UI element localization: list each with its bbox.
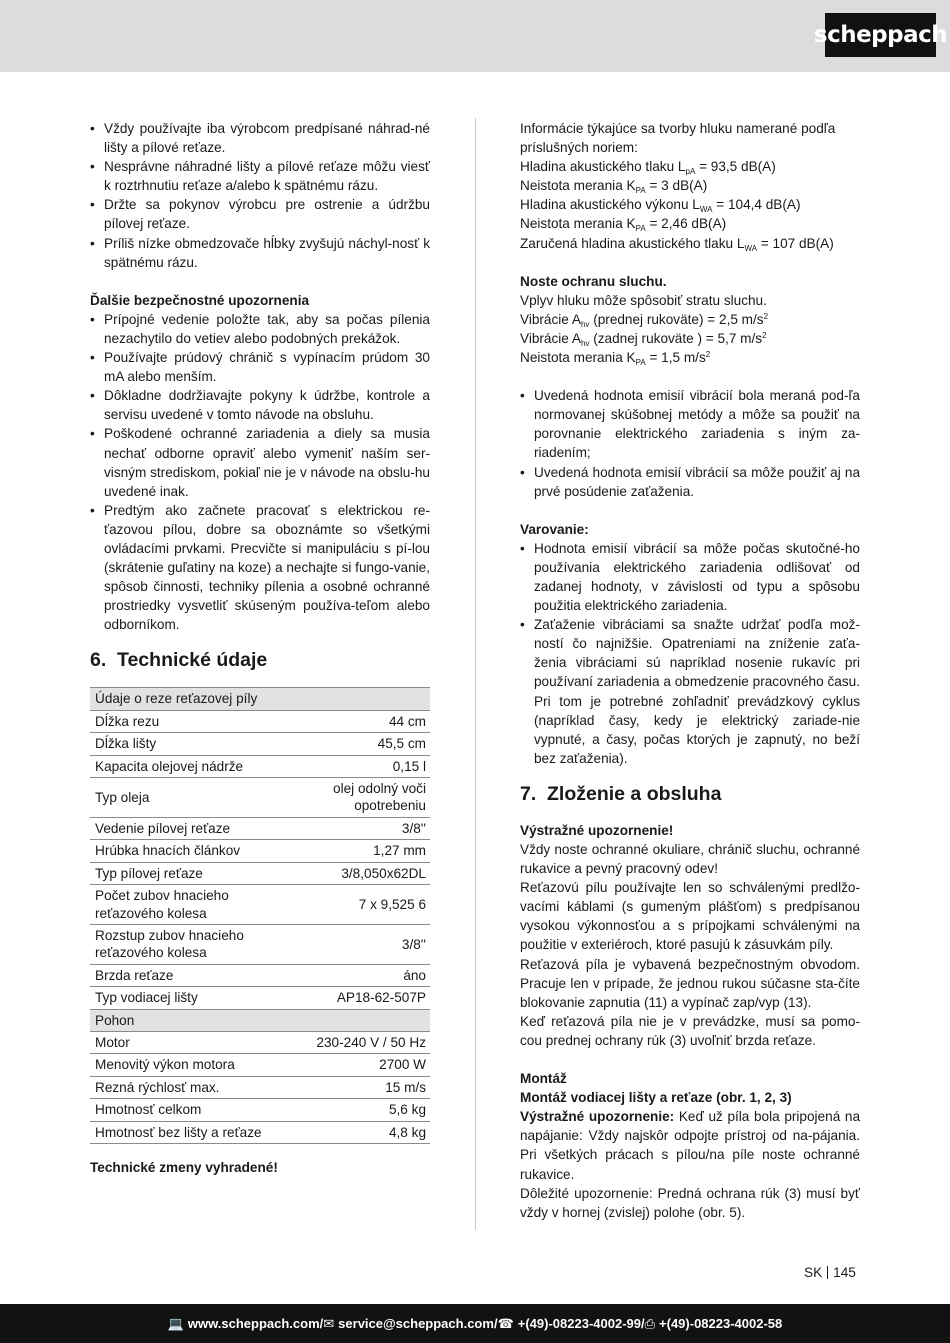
page-number: SK 145 <box>804 1265 856 1280</box>
fax-number: +(49)-08223-4002-58 <box>659 1316 783 1331</box>
list-item: • Prípojné vedenie položte tak, aby sa počas pílenia nezachytilo do vetiev alebo podobných prekážok. <box>90 310 430 348</box>
list-item: • Nesprávne náhradné lišty a pílové reťaze môžu viesť k roztrhnutiu reťaze a/alebo k spätnému rázu. <box>90 157 430 195</box>
left-column <box>90 119 430 1177</box>
phone-icon: ☎ <box>497 1315 514 1331</box>
list-item: • Uvedená hodnota emisií vibrácií bola meraná pod-ľa normovanej skúšobnej metódy a môže sa použiť na porovnanie elektrického zariadenia s iným za-riadením; <box>520 386 860 462</box>
warning-title: Výstražné upozornenie! <box>520 822 674 838</box>
list-item: • Predtým ako začnete pracovať s elektrickou re-ťazovou pílou, dobre sa oboznámte so všetkými ovládacími prvkami. Precvičte si manipuláciu s pí-lou (skrátenie guľatiny na koze) a nechajte si fungo-vanie, spôsob činnosti, techniky pílenia a osobné ochranné prostriedky vysvetliť skúseným používa-teľom alebo odborníkom. <box>90 501 430 635</box>
column-divider <box>475 118 476 1230</box>
table-section-row: Údaje o reze reťazovej píly <box>90 688 430 710</box>
list-item: • Držte sa pokynov výrobcu pre ostrenie a údržbu pílovej reťaze. <box>90 195 430 233</box>
noise-value: Hladina akustického tlaku $L_{pA} = 93,5$ dB(A) <box>520 159 776 177</box>
table-row: Brzda reťaze áno <box>90 964 430 986</box>
table-row: Rozstup zubov hnacieho reťazového kolesa 3/8'' <box>90 924 430 964</box>
brand-logo: scheppach <box>825 13 936 57</box>
paragraph: Keď reťazová píla nie je v prevádzke, musí sa pomo-cou prednej ochrany rúk (3) uvoľniť brzda reťaze. <box>520 1013 860 1048</box>
table-row: Typ oleja olej odolný voči opotrebeniu <box>90 778 430 818</box>
table-row: Vedenie pílovej reťaze 3/8'' <box>90 817 430 839</box>
table-row: Typ pílovej reťaze 3/8,050x62DL <box>90 862 430 884</box>
noise-value: Neistota merania $K_{PA} = 2,46$ dB(A) <box>520 216 727 234</box>
list-item: • Príliš nízke obmedzovače hĺbky zvyšujú náchyl-nosť k spätnému rázu. <box>90 234 430 272</box>
paragraph: Výstražné upozornenie: Keď už píla bola pripojená na napájanie: Vždy najskôr odpojte prístroj od na-pájania. Pri všetkých prácach s pílou/na píle noste ochranné rukavice. <box>520 1109 861 1182</box>
tech-changes-note: Technické zmeny vyhradené! <box>90 1159 278 1175</box>
table-row: Rezná rýchlosť max. 15 m/s <box>90 1076 430 1098</box>
table-row: Dĺžka lišty 45,5 cm <box>90 733 430 755</box>
list-item: • Vždy používajte iba výrobcom predpísané náhrad-né lišty a pílové reťaze. <box>90 119 430 157</box>
noise-value: Neistota merania $K_{PA} = 3$ dB(A) <box>520 178 708 196</box>
section-heading: 6. Technické údaje <box>90 649 268 672</box>
spec-table <box>90 687 430 1144</box>
paragraph: Vždy noste ochranné okuliare, chránič sluchu, ochranné rukavice a pevný pracovný odev! <box>520 842 860 877</box>
assembly-title: Montáž <box>520 1071 567 1087</box>
phone-number: +(49)-08223-4002-99 <box>517 1316 641 1331</box>
paragraph: Reťazovú pílu používajte len so schválenými predlžo-vacími káblami (s gumeným plášťom) s predpísanou vysokou výkonnosťou a s prípojkami schválenými na použitie v exteriéroch, ktoré pasujú k zásuvkám píly. <box>520 880 860 953</box>
paragraph: Reťazová píla je vybavená bezpečnostným obvodom. Pracuje len v prípade, že jednou rukou súčasne sta-číte blokovanie zapnutia (11) a vypínač zap/vyp (13). <box>520 956 860 1010</box>
paragraph: Dôležité upozornenie: Predná ochrana rúk (3) musí byť vždy v hornej (zvislej) polohe (obr. 5). <box>520 1185 860 1220</box>
table-row: Počet zubov hnacieho reťazového kolesa 7 x 9,525 6 <box>90 885 430 925</box>
list-item: • Dôkladne dodržiavajte pokyny k údržbe, kontrole a servisu uvedené v tomto návode na obsluhu. <box>90 386 430 424</box>
table-row: Motor 230-240 V / 50 Hz <box>90 1031 430 1053</box>
table-row: Hmotnosť celkom 5,6 kg <box>90 1099 430 1121</box>
website-link[interactable]: www.scheppach.com <box>187 1316 320 1331</box>
list-item: • Používajte prúdový chránič s vypínacím prúdom 30 mA alebo menším. <box>90 348 430 386</box>
list-item: • Uvedená hodnota emisií vibrácií sa môže použiť aj na prvé posúdenie zaťaženia. <box>520 463 860 501</box>
hearing-protection-title: Noste ochranu sluchu. <box>520 273 667 289</box>
table-row: Menovitý výkon motora 2700 W <box>90 1054 430 1076</box>
table-row: Dĺžka rezu 44 cm <box>90 710 430 732</box>
footer-bar: 💻 www.scheppach.com / ✉ service@scheppach.com / ☎ +(49)-08223-4002-99 / ⎙ +(49)-08223-4002-58 <box>0 1304 950 1343</box>
noise-value: Hladina akustického výkonu $L_{WA} = 104,4$ dB(A) <box>520 197 801 215</box>
noise-intro: Informácie týkajúce sa tvorby hluku namerané podľa príslušných noriem: <box>520 121 836 156</box>
table-row: Hrúbka hnacích článkov 1,27 mm <box>90 840 430 862</box>
table-row: Typ vodiacej lišty AP18-62-507P <box>90 987 430 1009</box>
computer-icon: 💻 <box>167 1315 184 1331</box>
list-item: • Hodnota emisií vibrácií sa môže počas skutočné-ho používania elektrického zariadenia odlišovať od zadanej hodnoty, v závislosti od typu a spôsobu použitia elektrického zariadenia. <box>520 539 860 615</box>
list-item: • Zaťaženie vibráciami sa snažte udržať podľa mož-ností čo najnižšie. Opatreniami na zníženie zaťa-ženia vibráciami sú napríklad nosenie rukavíc pri používaní zariadenia a obmedzenie pracovného času. Pri tom je potrebné zohľadniť prevádzkový cyklus (napríklad časy, kedy je elektrický zariade-nie vypnuté, a časy, počas ktorých je zapnutý, no beží bez zaťaženia). <box>520 615 860 768</box>
table-section-row: Pohon <box>90 1009 430 1031</box>
assembly-subtitle: Montáž vodiacej lišty a reťaze (obr. 1, 2, 3) <box>520 1090 792 1106</box>
right-column <box>520 119 860 1222</box>
table-row: Kapacita olejovej nádrže 0,15 l <box>90 755 430 777</box>
hearing-text: Vplyv hluku môže spôsobiť stratu sluchu. <box>520 292 767 308</box>
header-band <box>0 0 950 72</box>
fax-icon: ⎙ <box>644 1315 656 1331</box>
email-link[interactable]: service@scheppach.com <box>338 1316 494 1331</box>
section-heading: 7. Zloženie a obsluha <box>520 782 722 805</box>
list-item: • Poškodené ochranné zariadenia a diely sa musia nechať odborne opraviť alebo vymeniť naším ser-visným strediskom, pokiaľ nie je v návode na obslu-hu uvedené inak. <box>90 424 430 500</box>
section-subtitle: Ďalšie bezpečnostné upozornenia <box>90 292 310 308</box>
table-row: Hmotnosť bez lišty a reťaze 4,8 kg <box>90 1121 430 1143</box>
vibration-value: Neistota merania $K_{PA} = 1,5$ $m/s^2$ <box>520 350 711 368</box>
vibration-value: Vibrácie $A_{hv}$ (zadnej rukoväte ) = 5,7 $m/s^2$ <box>520 330 767 348</box>
warning-title: Varovanie: <box>520 521 589 537</box>
vibration-value: Vibrácie $A_{hv}$ (prednej rukoväte) = 2,5 $m/s^2$ <box>520 311 769 329</box>
mail-icon: ✉ <box>323 1315 335 1331</box>
noise-value: Zaručená hladina akustického tlaku $L_{WA} = 107$ dB(A) <box>520 235 834 253</box>
